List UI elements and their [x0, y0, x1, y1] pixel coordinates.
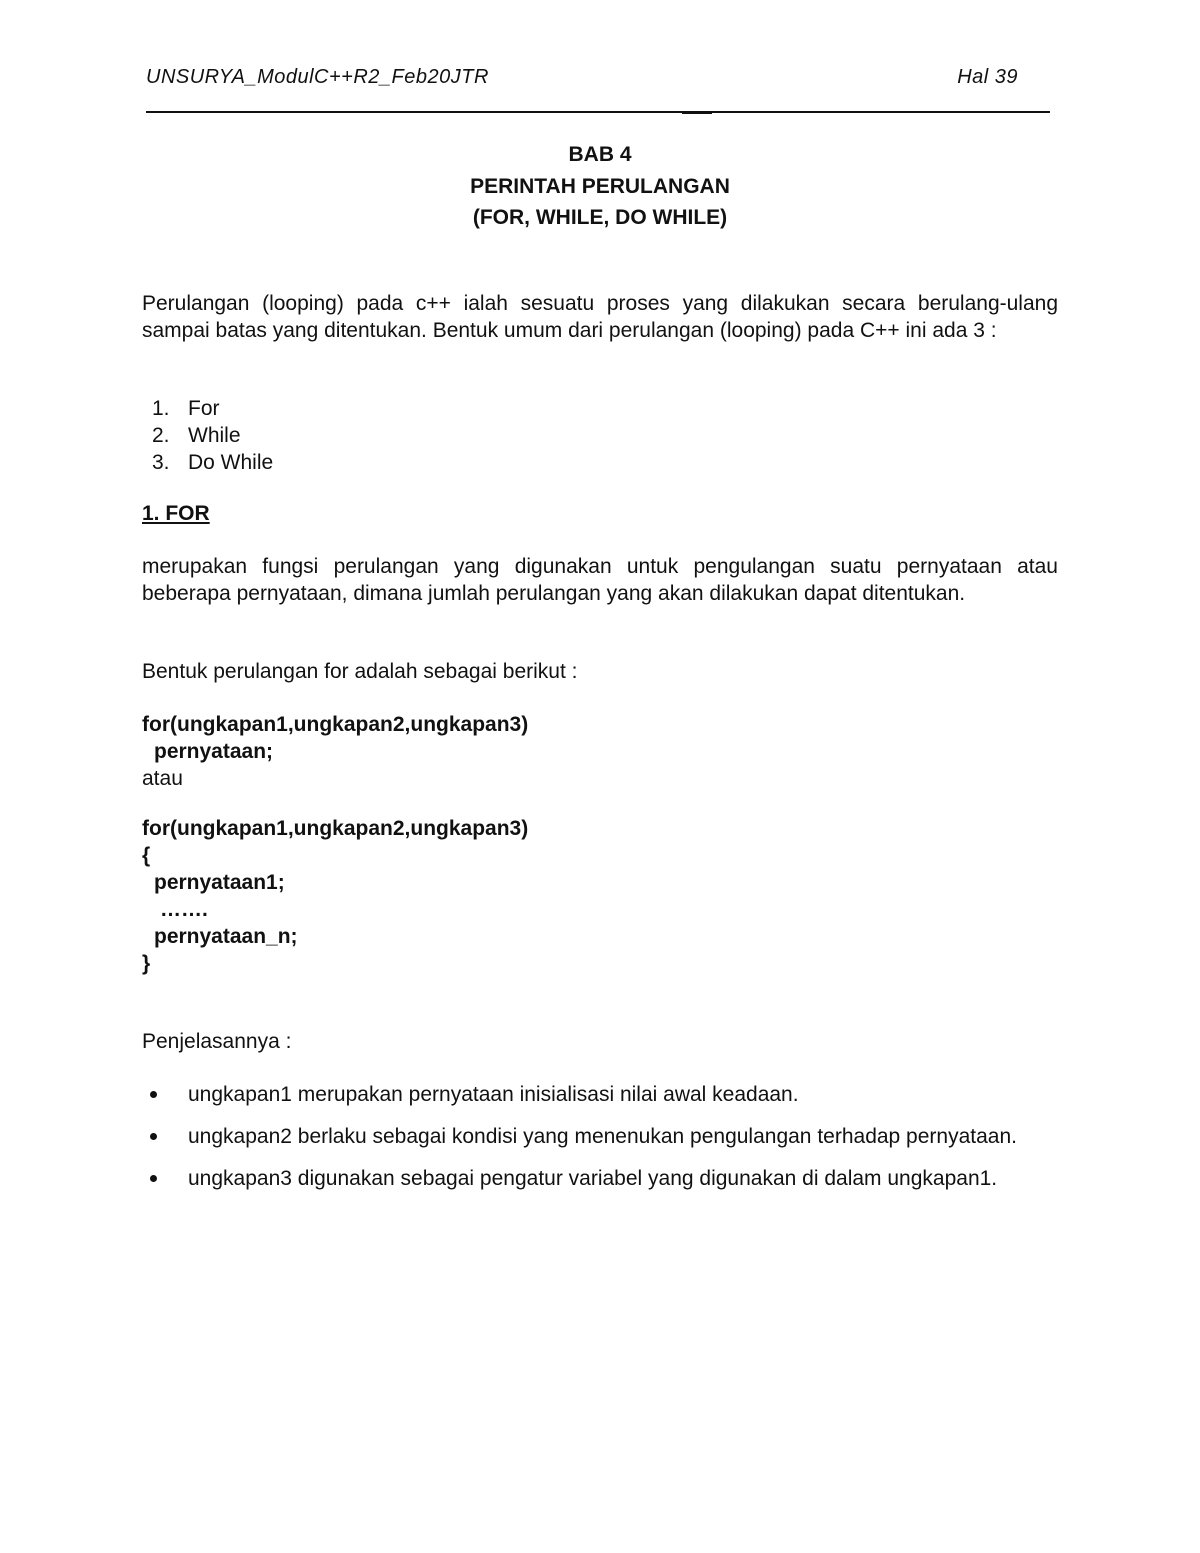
list-item-label: Do While	[188, 451, 274, 474]
explanation-list	[142, 1075, 1058, 1201]
header-divider	[146, 111, 1050, 113]
page-header	[146, 66, 1018, 96]
list-item-number: 1.	[152, 397, 170, 420]
for-description: merupakan fungsi perulangan yang digunakan untuk pengulangan suatu pernyataan atau beberapa pernyataan, dimana jumlah perulangan yang akan dilakukan dapat ditentukan.	[142, 555, 1058, 605]
chapter-title: PERINTAH PERULANGAN	[470, 175, 730, 198]
syntax-line: for(ungkapan1,ungkapan2,ungkapan3)	[142, 713, 529, 736]
list-item	[142, 1075, 1058, 1115]
syntax-line: pernyataan_n;	[154, 925, 298, 948]
list-item-number: 3.	[152, 451, 170, 474]
syntax-line: pernyataan1;	[154, 871, 285, 894]
bullet-icon	[150, 1091, 157, 1098]
explanation-text: ungkapan1 merupakan pernyataan inisialisasi nilai awal keadaan.	[188, 1083, 799, 1106]
explanation-label: Penjelasannya :	[142, 1030, 292, 1053]
for-form-intro: Bentuk perulangan for adalah sebagai berikut :	[142, 660, 578, 683]
syntax-block-single	[142, 711, 528, 792]
header-module-title: UNSURYA_ModulC++R2_Feb20JTR	[146, 66, 489, 88]
bullet-icon	[150, 1175, 157, 1182]
or-text: atau	[142, 767, 183, 790]
list-item-label: For	[188, 397, 220, 420]
bullet-icon	[150, 1133, 157, 1140]
header-page-number: Hal 39	[957, 66, 1018, 88]
syntax-line: …….	[160, 898, 208, 921]
syntax-line: }	[142, 952, 151, 975]
syntax-line: pernyataan;	[154, 740, 274, 763]
syntax-line: for(ungkapan1,ungkapan2,ungkapan3)	[142, 817, 529, 840]
section-heading-for: 1. FOR	[142, 502, 210, 525]
list-item	[142, 1117, 1058, 1157]
syntax-line: {	[142, 844, 151, 867]
explanation-text: ungkapan3 digunakan sebagai pengatur variabel yang digunakan di dalam ungkapan1.	[188, 1167, 998, 1190]
explanation-text: ungkapan2 berlaku sebagai kondisi yang menenukan pengulangan terhadap pernyataan.	[188, 1125, 1017, 1148]
syntax-block-multi	[142, 815, 528, 977]
intro-paragraph: Perulangan (looping) pada c++ ialah sesuatu proses yang dilakukan secara berulang-ulang sampai batas yang ditentukan. Bentuk umum dari perulangan (looping) pada C++ ini ada 3 :	[142, 292, 1058, 342]
list-item	[142, 1159, 1058, 1199]
list-item-label: While	[188, 424, 241, 447]
list-item-number: 2.	[152, 424, 170, 447]
header-divider-mark	[682, 111, 712, 114]
chapter-number: BAB 4	[568, 143, 632, 166]
chapter-subtitle: (FOR, WHILE, DO WHILE)	[472, 206, 728, 229]
